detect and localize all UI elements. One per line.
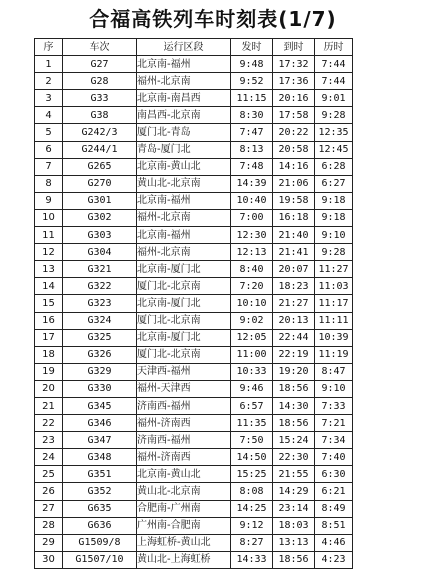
cell-departure: 8:40	[231, 261, 273, 278]
cell-section: 广州南-合肥南	[137, 517, 231, 534]
cell-departure: 10:33	[231, 363, 273, 380]
cell-section: 合肥南-广州南	[137, 500, 231, 517]
cell-duration: 6:27	[315, 175, 353, 192]
cell-duration: 7:21	[315, 415, 353, 432]
cell-section: 福州-济南西	[137, 415, 231, 432]
cell-index: 29	[35, 534, 63, 551]
cell-train: G303	[63, 227, 137, 244]
cell-section: 北京南-黄山北	[137, 466, 231, 483]
cell-section: 天津西-福州	[137, 363, 231, 380]
cell-index: 18	[35, 346, 63, 363]
cell-section: 济南西-福州	[137, 397, 231, 414]
cell-departure: 8:27	[231, 534, 273, 551]
cell-train: G345	[63, 397, 137, 414]
cell-section: 北京南-厦门北	[137, 329, 231, 346]
cell-section: 福州-北京南	[137, 73, 231, 90]
cell-section: 北京南-福州	[137, 56, 231, 73]
table-row	[35, 227, 353, 244]
cell-duration: 6:21	[315, 483, 353, 500]
table-row	[35, 261, 353, 278]
cell-departure: 10:10	[231, 295, 273, 312]
header-train: 车次	[63, 39, 137, 56]
cell-arrival: 18:56	[273, 380, 315, 397]
table-row	[35, 192, 353, 209]
cell-duration: 10:39	[315, 329, 353, 346]
cell-duration: 7:40	[315, 449, 353, 466]
cell-departure: 7:48	[231, 158, 273, 175]
cell-duration: 7:34	[315, 432, 353, 449]
cell-index: 3	[35, 90, 63, 107]
cell-train: G330	[63, 380, 137, 397]
table-row	[35, 312, 353, 329]
cell-index: 14	[35, 278, 63, 295]
cell-train: G1507/10	[63, 551, 137, 568]
cell-section: 黄山北-上海虹桥	[137, 551, 231, 568]
cell-departure: 14:25	[231, 500, 273, 517]
page-title: 合福高铁列车时刻表(1/7)	[89, 7, 337, 31]
table-row	[35, 534, 353, 551]
cell-index: 25	[35, 466, 63, 483]
cell-arrival: 22:44	[273, 329, 315, 346]
cell-departure: 8:08	[231, 483, 273, 500]
cell-arrival: 20:22	[273, 124, 315, 141]
cell-arrival: 21:55	[273, 466, 315, 483]
cell-section: 南昌西-北京南	[137, 107, 231, 124]
cell-departure: 8:30	[231, 107, 273, 124]
cell-train: G301	[63, 192, 137, 209]
cell-train: G27	[63, 56, 137, 73]
cell-train: G635	[63, 500, 137, 517]
cell-duration: 9:18	[315, 192, 353, 209]
cell-departure: 12:05	[231, 329, 273, 346]
cell-arrival: 16:18	[273, 209, 315, 226]
cell-duration: 11:03	[315, 278, 353, 295]
table-row	[35, 175, 353, 192]
cell-arrival: 14:30	[273, 397, 315, 414]
cell-train: G321	[63, 261, 137, 278]
cell-departure: 9:12	[231, 517, 273, 534]
header-duration: 历时	[315, 39, 353, 56]
cell-duration: 9:28	[315, 107, 353, 124]
cell-duration: 7:33	[315, 397, 353, 414]
cell-index: 24	[35, 449, 63, 466]
cell-index: 13	[35, 261, 63, 278]
cell-section: 厦门北-北京南	[137, 278, 231, 295]
cell-arrival: 17:58	[273, 107, 315, 124]
cell-duration: 8:47	[315, 363, 353, 380]
cell-arrival: 20:07	[273, 261, 315, 278]
cell-arrival: 15:24	[273, 432, 315, 449]
cell-section: 北京南-黄山北	[137, 158, 231, 175]
cell-section: 福州-天津西	[137, 380, 231, 397]
table-row	[35, 278, 353, 295]
cell-departure: 8:13	[231, 141, 273, 158]
cell-index: 16	[35, 312, 63, 329]
table-row	[35, 449, 353, 466]
cell-index: 15	[35, 295, 63, 312]
cell-duration: 9:28	[315, 244, 353, 261]
table-row	[35, 551, 353, 568]
cell-index: 21	[35, 397, 63, 414]
table-row	[35, 158, 353, 175]
header-row	[35, 39, 353, 56]
cell-duration: 9:10	[315, 380, 353, 397]
table-row	[35, 415, 353, 432]
cell-departure: 15:25	[231, 466, 273, 483]
cell-section: 济南西-福州	[137, 432, 231, 449]
cell-train: G322	[63, 278, 137, 295]
cell-arrival: 18:23	[273, 278, 315, 295]
table-row	[35, 363, 353, 380]
cell-section: 北京南-福州	[137, 227, 231, 244]
table-row	[35, 329, 353, 346]
cell-index: 11	[35, 227, 63, 244]
cell-index: 17	[35, 329, 63, 346]
table-row	[35, 209, 353, 226]
cell-duration: 7:44	[315, 73, 353, 90]
cell-duration: 11:27	[315, 261, 353, 278]
cell-duration: 4:23	[315, 551, 353, 568]
cell-arrival: 13:13	[273, 534, 315, 551]
cell-train: G325	[63, 329, 137, 346]
cell-section: 厦门北-北京南	[137, 312, 231, 329]
cell-arrival: 18:56	[273, 551, 315, 568]
table-row	[35, 397, 353, 414]
cell-train: G352	[63, 483, 137, 500]
cell-departure: 11:35	[231, 415, 273, 432]
table-row	[35, 141, 353, 158]
cell-arrival: 14:29	[273, 483, 315, 500]
cell-arrival: 22:30	[273, 449, 315, 466]
cell-train: G242/3	[63, 124, 137, 141]
cell-train: G244/1	[63, 141, 137, 158]
cell-arrival: 23:14	[273, 500, 315, 517]
cell-duration: 12:35	[315, 124, 353, 141]
table-row	[35, 56, 353, 73]
cell-section: 福州-北京南	[137, 244, 231, 261]
cell-section: 青岛-厦门北	[137, 141, 231, 158]
cell-index: 9	[35, 192, 63, 209]
header-arrival: 到时	[273, 39, 315, 56]
cell-train: G329	[63, 363, 137, 380]
cell-section: 福州-北京南	[137, 209, 231, 226]
cell-index: 2	[35, 73, 63, 90]
table-row	[35, 517, 353, 534]
cell-duration: 11:17	[315, 295, 353, 312]
cell-index: 26	[35, 483, 63, 500]
cell-arrival: 21:41	[273, 244, 315, 261]
cell-section: 北京南-厦门北	[137, 261, 231, 278]
cell-section: 厦门北-北京南	[137, 346, 231, 363]
cell-departure: 7:50	[231, 432, 273, 449]
cell-arrival: 18:56	[273, 415, 315, 432]
cell-departure: 9:46	[231, 380, 273, 397]
cell-index: 12	[35, 244, 63, 261]
cell-train: G347	[63, 432, 137, 449]
header-section: 运行区段	[137, 39, 231, 56]
cell-departure: 12:30	[231, 227, 273, 244]
cell-section: 厦门北-青岛	[137, 124, 231, 141]
cell-index: 6	[35, 141, 63, 158]
cell-train: G33	[63, 90, 137, 107]
cell-departure: 9:02	[231, 312, 273, 329]
cell-train: G346	[63, 415, 137, 432]
cell-train: G1509/8	[63, 534, 137, 551]
cell-train: G351	[63, 466, 137, 483]
cell-duration: 7:44	[315, 56, 353, 73]
cell-train: G348	[63, 449, 137, 466]
cell-index: 4	[35, 107, 63, 124]
cell-index: 23	[35, 432, 63, 449]
cell-departure: 11:15	[231, 90, 273, 107]
cell-arrival: 21:06	[273, 175, 315, 192]
cell-duration: 11:19	[315, 346, 353, 363]
cell-train: G326	[63, 346, 137, 363]
cell-departure: 6:57	[231, 397, 273, 414]
cell-index: 8	[35, 175, 63, 192]
timetable-body	[35, 56, 353, 569]
table-row	[35, 73, 353, 90]
cell-train: G28	[63, 73, 137, 90]
cell-index: 28	[35, 517, 63, 534]
cell-duration: 6:28	[315, 158, 353, 175]
cell-duration: 8:51	[315, 517, 353, 534]
cell-section: 北京南-南昌西	[137, 90, 231, 107]
cell-arrival: 21:27	[273, 295, 315, 312]
table-row	[35, 380, 353, 397]
table-row	[35, 295, 353, 312]
cell-train: G270	[63, 175, 137, 192]
cell-train: G302	[63, 209, 137, 226]
cell-section: 黄山北-北京南	[137, 483, 231, 500]
cell-train: G636	[63, 517, 137, 534]
table-row	[35, 432, 353, 449]
cell-train: G324	[63, 312, 137, 329]
cell-arrival: 21:40	[273, 227, 315, 244]
cell-train: G38	[63, 107, 137, 124]
cell-index: 1	[35, 56, 63, 73]
cell-section: 上海虹桥-黄山北	[137, 534, 231, 551]
cell-arrival: 17:36	[273, 73, 315, 90]
cell-arrival: 20:58	[273, 141, 315, 158]
cell-arrival: 22:19	[273, 346, 315, 363]
cell-index: 20	[35, 380, 63, 397]
cell-section: 北京南-福州	[137, 192, 231, 209]
cell-departure: 14:50	[231, 449, 273, 466]
timetable	[34, 38, 353, 569]
cell-departure: 14:33	[231, 551, 273, 568]
cell-index: 27	[35, 500, 63, 517]
table-row	[35, 483, 353, 500]
cell-index: 5	[35, 124, 63, 141]
table-row	[35, 124, 353, 141]
cell-duration: 9:01	[315, 90, 353, 107]
cell-departure: 7:00	[231, 209, 273, 226]
cell-arrival: 18:03	[273, 517, 315, 534]
cell-arrival: 19:58	[273, 192, 315, 209]
cell-departure: 14:39	[231, 175, 273, 192]
cell-index: 19	[35, 363, 63, 380]
cell-arrival: 14:16	[273, 158, 315, 175]
cell-index: 30	[35, 551, 63, 568]
cell-duration: 9:18	[315, 209, 353, 226]
cell-arrival: 17:32	[273, 56, 315, 73]
table-row	[35, 466, 353, 483]
cell-section: 北京南-厦门北	[137, 295, 231, 312]
table-row	[35, 107, 353, 124]
cell-section: 福州-济南西	[137, 449, 231, 466]
cell-duration: 6:30	[315, 466, 353, 483]
cell-departure: 7:20	[231, 278, 273, 295]
header-index: 序	[35, 39, 63, 56]
cell-duration: 4:46	[315, 534, 353, 551]
table-row	[35, 500, 353, 517]
cell-arrival: 19:20	[273, 363, 315, 380]
header-departure: 发时	[231, 39, 273, 56]
cell-duration: 9:10	[315, 227, 353, 244]
table-row	[35, 90, 353, 107]
cell-departure: 7:47	[231, 124, 273, 141]
cell-train: G265	[63, 158, 137, 175]
table-row	[35, 346, 353, 363]
cell-departure: 9:48	[231, 56, 273, 73]
cell-departure: 12:13	[231, 244, 273, 261]
cell-departure: 10:40	[231, 192, 273, 209]
cell-index: 10	[35, 209, 63, 226]
cell-departure: 11:00	[231, 346, 273, 363]
cell-duration: 12:45	[315, 141, 353, 158]
cell-index: 22	[35, 415, 63, 432]
cell-arrival: 20:16	[273, 90, 315, 107]
cell-train: G323	[63, 295, 137, 312]
cell-index: 7	[35, 158, 63, 175]
cell-departure: 9:52	[231, 73, 273, 90]
table-row	[35, 244, 353, 261]
cell-arrival: 20:13	[273, 312, 315, 329]
cell-train: G304	[63, 244, 137, 261]
cell-duration: 8:49	[315, 500, 353, 517]
cell-duration: 11:11	[315, 312, 353, 329]
cell-section: 黄山北-北京南	[137, 175, 231, 192]
